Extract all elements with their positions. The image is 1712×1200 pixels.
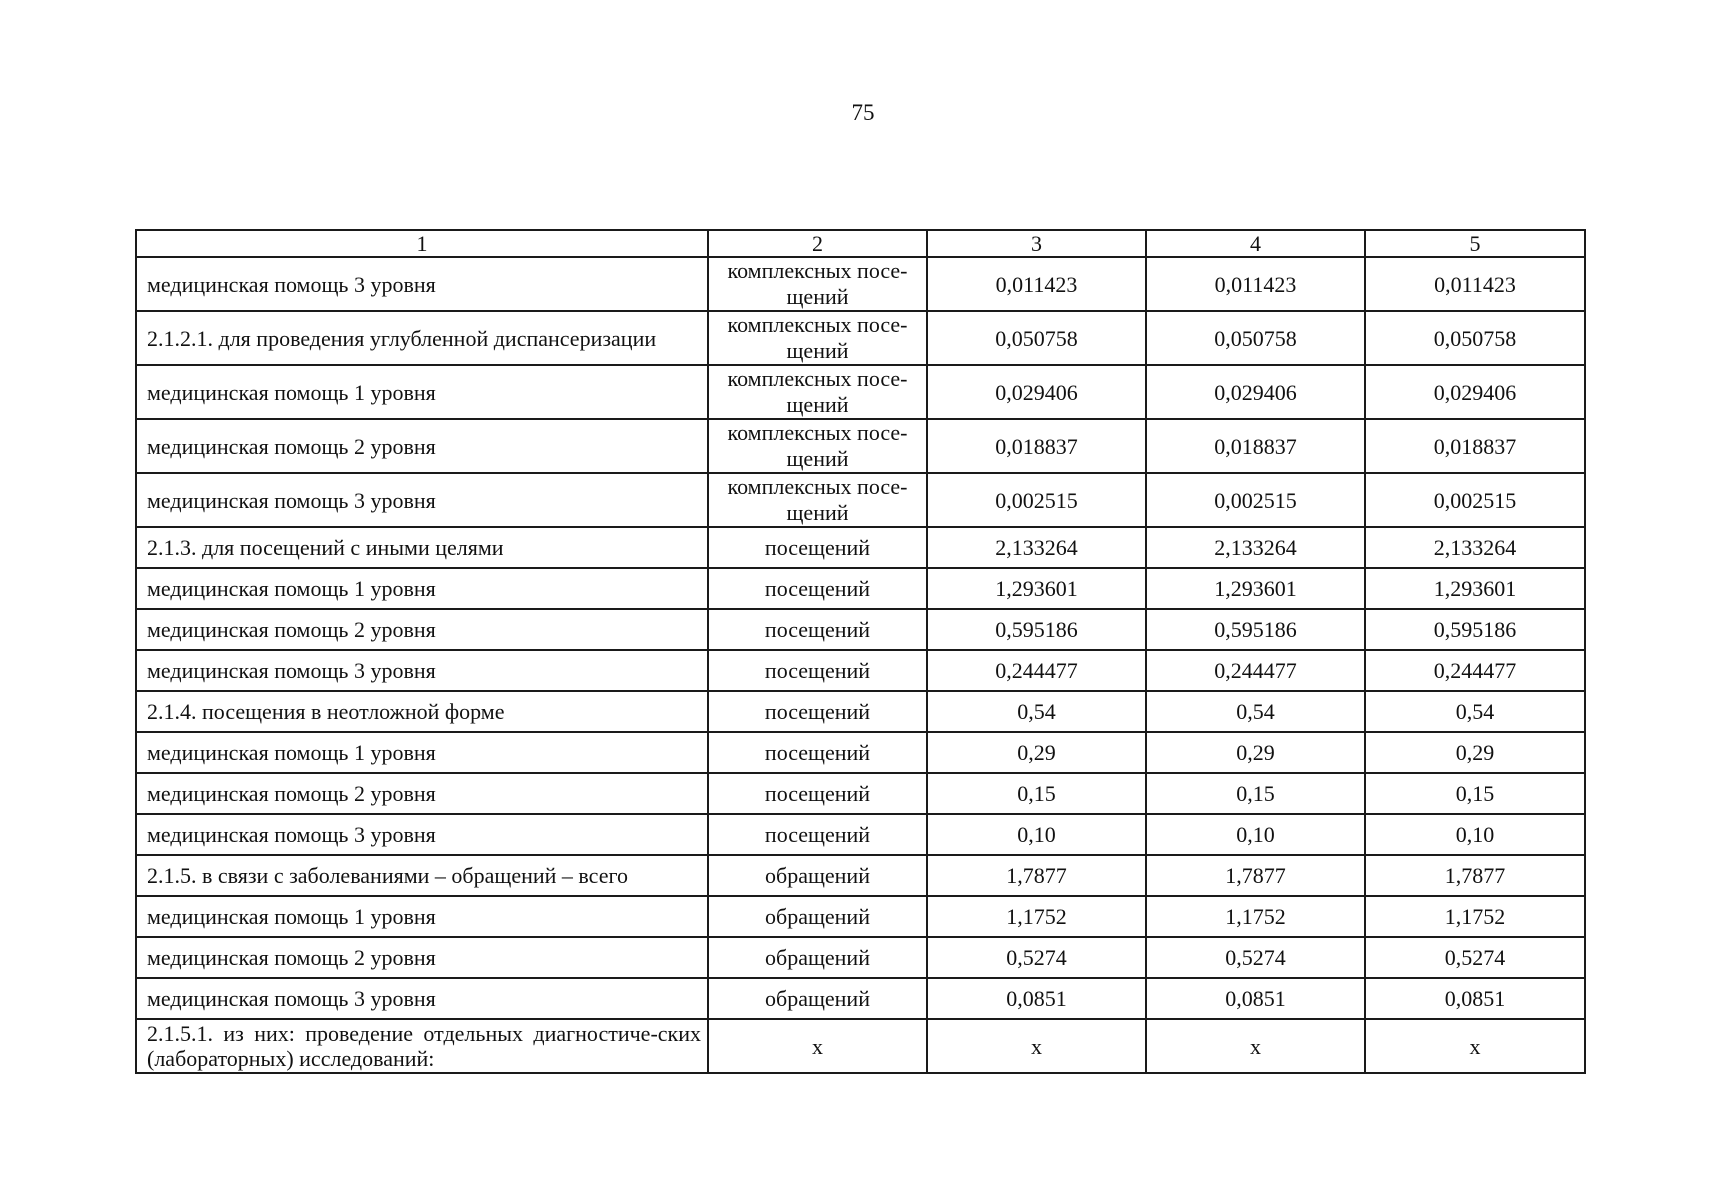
row-name-cell: медицинская помощь 2 уровня xyxy=(136,937,708,978)
row-value-cell: 0,54 xyxy=(927,691,1146,732)
row-value-cell: 1,293601 xyxy=(1146,568,1365,609)
table-row xyxy=(136,732,1585,773)
row-name-cell: медицинская помощь 3 уровня xyxy=(136,650,708,691)
row-value-cell: 0,0851 xyxy=(1146,978,1365,1019)
row-value-cell: 2,133264 xyxy=(1365,527,1585,568)
row-value-cell: 1,7877 xyxy=(1146,855,1365,896)
row-value-cell: 0,595186 xyxy=(927,609,1146,650)
row-value-cell: 0,29 xyxy=(1146,732,1365,773)
row-name-cell: медицинская помощь 1 уровня xyxy=(136,568,708,609)
table-row xyxy=(136,311,1585,365)
row-value-cell: 0,050758 xyxy=(1365,311,1585,365)
row-value-cell: 0,002515 xyxy=(927,473,1146,527)
row-name-cell: медицинская помощь 1 уровня xyxy=(136,365,708,419)
row-value-cell: 0,244477 xyxy=(927,650,1146,691)
row-value-cell: 0,029406 xyxy=(927,365,1146,419)
row-value-cell: 1,1752 xyxy=(1365,896,1585,937)
row-name-cell: медицинская помощь 3 уровня xyxy=(136,257,708,311)
row-value-cell: х xyxy=(1146,1019,1365,1073)
column-header: 4 xyxy=(1146,230,1365,257)
row-name-cell: медицинская помощь 3 уровня xyxy=(136,473,708,527)
row-value-cell: 0,002515 xyxy=(1146,473,1365,527)
row-value-cell: 0,018837 xyxy=(1146,419,1365,473)
row-value-cell: 0,002515 xyxy=(1365,473,1585,527)
row-value-cell: 0,5274 xyxy=(1146,937,1365,978)
column-header: 1 xyxy=(136,230,708,257)
table-row xyxy=(136,568,1585,609)
table-row xyxy=(136,473,1585,527)
row-unit-cell: посещений xyxy=(708,527,927,568)
row-unit-cell: х xyxy=(708,1019,927,1073)
table-row xyxy=(136,257,1585,311)
row-name-cell: 2.1.5. в связи с заболеваниями – обращений – всего xyxy=(136,855,708,896)
row-value-cell: 0,244477 xyxy=(1146,650,1365,691)
row-value-cell: 0,10 xyxy=(1146,814,1365,855)
row-value-cell: 0,54 xyxy=(1365,691,1585,732)
row-value-cell: 2,133264 xyxy=(1146,527,1365,568)
row-unit-cell: комплексных посе-щений xyxy=(708,365,927,419)
table-row xyxy=(136,365,1585,419)
row-value-cell: 0,15 xyxy=(1365,773,1585,814)
row-name-cell: медицинская помощь 1 уровня xyxy=(136,896,708,937)
row-name-cell: медицинская помощь 3 уровня xyxy=(136,978,708,1019)
row-value-cell: 0,0851 xyxy=(1365,978,1585,1019)
row-value-cell: 0,0851 xyxy=(927,978,1146,1019)
column-header: 2 xyxy=(708,230,927,257)
row-unit-cell: посещений xyxy=(708,814,927,855)
table-row xyxy=(136,773,1585,814)
row-value-cell: 0,050758 xyxy=(1146,311,1365,365)
row-value-cell: 0,244477 xyxy=(1365,650,1585,691)
table-row xyxy=(136,937,1585,978)
row-unit-cell: посещений xyxy=(708,568,927,609)
row-value-cell: 1,1752 xyxy=(927,896,1146,937)
row-unit-cell: обращений xyxy=(708,855,927,896)
table-row xyxy=(136,1019,1585,1073)
table-row xyxy=(136,855,1585,896)
row-value-cell: 0,54 xyxy=(1146,691,1365,732)
row-value-cell: 0,29 xyxy=(927,732,1146,773)
data-table xyxy=(135,229,1586,1074)
table-row xyxy=(136,650,1585,691)
row-value-cell: 0,018837 xyxy=(1365,419,1585,473)
column-header: 3 xyxy=(927,230,1146,257)
row-value-cell: 1,7877 xyxy=(1365,855,1585,896)
row-value-cell: 1,293601 xyxy=(927,568,1146,609)
table-body xyxy=(136,257,1585,1073)
column-header: 5 xyxy=(1365,230,1585,257)
row-unit-cell: комплексных посе-щений xyxy=(708,419,927,473)
row-value-cell: 1,293601 xyxy=(1365,568,1585,609)
row-value-cell: 0,29 xyxy=(1365,732,1585,773)
row-name-cell: медицинская помощь 2 уровня xyxy=(136,609,708,650)
row-value-cell: 0,029406 xyxy=(1365,365,1585,419)
row-unit-cell: посещений xyxy=(708,773,927,814)
row-value-cell: 0,050758 xyxy=(927,311,1146,365)
row-unit-cell: посещений xyxy=(708,691,927,732)
row-unit-cell: комплексных посе-щений xyxy=(708,311,927,365)
row-name-cell: 2.1.5.1. из них: проведение отдельных диагностиче-ских (лабораторных) исследований: xyxy=(136,1019,708,1073)
row-value-cell: 0,595186 xyxy=(1365,609,1585,650)
row-name-cell: медицинская помощь 2 уровня xyxy=(136,773,708,814)
row-unit-cell: посещений xyxy=(708,609,927,650)
table-row xyxy=(136,419,1585,473)
row-name-cell: медицинская помощь 3 уровня xyxy=(136,814,708,855)
row-name-cell: 2.1.3. для посещений с иными целями xyxy=(136,527,708,568)
row-value-cell: 0,029406 xyxy=(1146,365,1365,419)
table-row xyxy=(136,814,1585,855)
row-value-cell: 1,1752 xyxy=(1146,896,1365,937)
table-row xyxy=(136,527,1585,568)
table-row xyxy=(136,896,1585,937)
row-name-cell: 2.1.4. посещения в неотложной форме xyxy=(136,691,708,732)
row-value-cell: х xyxy=(927,1019,1146,1073)
row-name-cell: 2.1.2.1. для проведения углубленной диспансеризации xyxy=(136,311,708,365)
row-value-cell: 1,7877 xyxy=(927,855,1146,896)
row-value-cell: 0,5274 xyxy=(927,937,1146,978)
row-value-cell: 0,595186 xyxy=(1146,609,1365,650)
table-row xyxy=(136,609,1585,650)
table-header xyxy=(136,230,1585,257)
page-number: 75 xyxy=(851,100,875,125)
row-unit-cell: посещений xyxy=(708,650,927,691)
table-row xyxy=(136,691,1585,732)
row-value-cell: 0,011423 xyxy=(1365,257,1585,311)
table-row xyxy=(136,978,1585,1019)
row-name-cell: медицинская помощь 2 уровня xyxy=(136,419,708,473)
row-value-cell: 0,10 xyxy=(1365,814,1585,855)
row-unit-cell: посещений xyxy=(708,732,927,773)
row-unit-cell: обращений xyxy=(708,896,927,937)
row-unit-cell: комплексных посе-щений xyxy=(708,257,927,311)
row-value-cell: 0,15 xyxy=(1146,773,1365,814)
row-unit-cell: обращений xyxy=(708,978,927,1019)
row-value-cell: 2,133264 xyxy=(927,527,1146,568)
row-name-cell: медицинская помощь 1 уровня xyxy=(136,732,708,773)
row-value-cell: 0,5274 xyxy=(1365,937,1585,978)
row-value-cell: 0,018837 xyxy=(927,419,1146,473)
row-unit-cell: обращений xyxy=(708,937,927,978)
row-unit-cell: комплексных посе-щений xyxy=(708,473,927,527)
header-row xyxy=(136,230,1585,257)
row-value-cell: 0,011423 xyxy=(927,257,1146,311)
row-value-cell: 0,10 xyxy=(927,814,1146,855)
row-value-cell: 0,011423 xyxy=(1146,257,1365,311)
row-value-cell: 0,15 xyxy=(927,773,1146,814)
row-value-cell: х xyxy=(1365,1019,1585,1073)
